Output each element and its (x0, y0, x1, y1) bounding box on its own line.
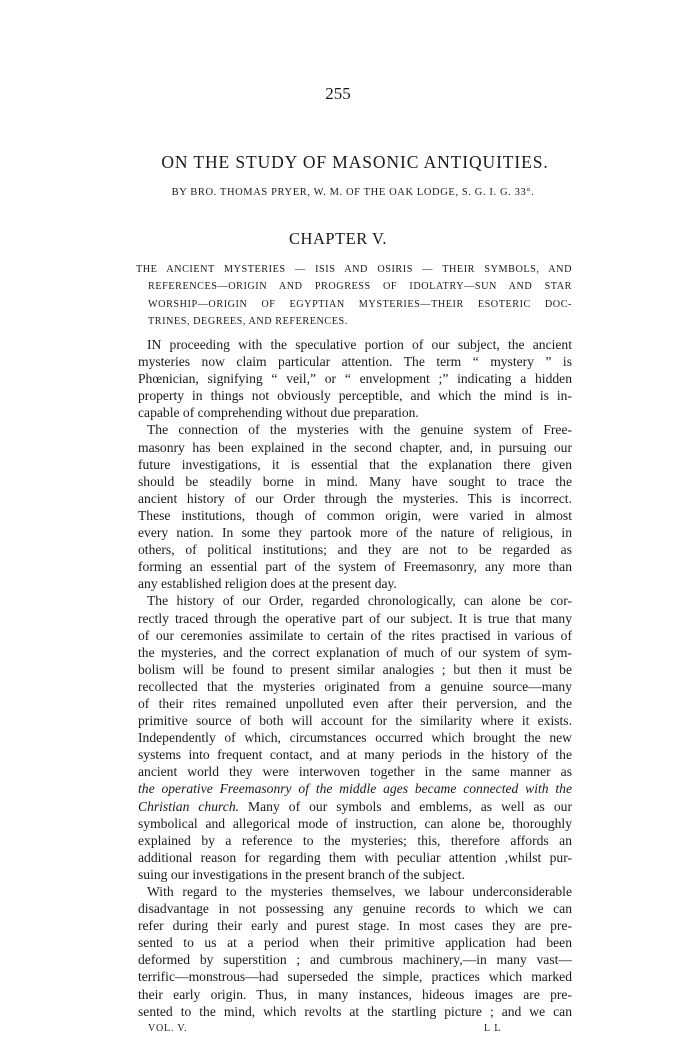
text-line (138, 558, 572, 575)
text-line (138, 951, 572, 968)
line-text: Phœnician, signifying “ veil,” or “ envelopment ;” indicating a hidden (138, 371, 572, 387)
line-text: explained by a reference to the mysteries; this, therefore affords an (138, 832, 572, 848)
text-line (138, 610, 572, 627)
italic-text: the operative Freemasonry of the middle ages became connected with the (138, 781, 572, 797)
line-text: bolism will be found to present similar analogies ; but then it must be (138, 661, 572, 677)
line-text: forming an essential part of the system of Freemasonry, any more than (138, 559, 572, 575)
line-text: IN proceeding with the speculative portion of our subject, the ancient (147, 337, 572, 352)
text-line (138, 575, 572, 592)
body-text (138, 336, 572, 1020)
line-text: the mysteries, and the correct explanation of much of our system of sym- (138, 644, 572, 660)
text-line (138, 627, 572, 644)
chapter-summary (136, 261, 572, 330)
line-text: property in things not obviously perceptible, and which the mind is in- (138, 388, 572, 404)
text-line (138, 815, 572, 832)
text-line (138, 866, 572, 883)
text-line (138, 439, 572, 456)
text-line (138, 883, 572, 900)
text-line (138, 387, 572, 404)
summary-line: WORSHIP—ORIGIN OF EGYPTIAN MYSTERIES—THEIR ESOTERIC DOC- (148, 298, 572, 310)
text-line (138, 798, 572, 815)
text-line (138, 695, 572, 712)
chapter-heading: CHAPTER V. (289, 229, 387, 248)
article-title: ON THE STUDY OF MASONIC ANTIQUITIES. (161, 152, 549, 172)
text-line (138, 507, 572, 524)
text-line (138, 644, 572, 661)
text-line (138, 421, 572, 438)
line-text: capable of comprehending without due preparation. (138, 405, 419, 421)
line-text: symbolical and allegorical mode of instruction, can alone be, thoroughly (138, 815, 572, 831)
line-text: future investigations, it is essential that the explanation there given (138, 456, 572, 472)
line-text: sented to the mind, which revolts at the startling picture ; and we can (138, 1003, 572, 1019)
line-text: These institutions, though of common origin, were varied in almost (138, 507, 572, 523)
line-text: With regard to the mysteries themselves, we labour underconsiderable (147, 884, 572, 899)
line-text: any established religion does at the present day. (138, 576, 397, 592)
line-text: others, of political institutions; and they are not to be regarded as (138, 542, 572, 558)
author-byline: BY BRO. THOMAS PRYER, W. M. OF THE OAK LODGE, S. G. I. G. 33°. (171, 187, 535, 198)
text-line (138, 849, 572, 866)
text-line (138, 712, 572, 729)
footer-volume: VOL. V. (148, 1023, 188, 1034)
line-text: recollected that the mysteries originated from a genuine source—many (138, 678, 572, 694)
text-line (138, 746, 572, 763)
line-text: The connection of the mysteries with the genuine system of Free- (147, 422, 572, 438)
text-line (138, 541, 572, 558)
line-text: sented to us at a period when their primitive application had been (138, 935, 572, 951)
text-line (138, 729, 572, 746)
line-text: disadvantage in not possessing any genuine records to which we can (138, 901, 572, 917)
line-text: should be steadily borne in mind. Many have sought to trace the (138, 473, 572, 489)
text-line (138, 763, 572, 780)
line-text: masonry has been explained in the second chapter, and, in pursuing our (138, 439, 572, 455)
line-text: systems into frequent contact, and at many periods in the history of the (138, 747, 572, 763)
line-text: deformed by superstition ; and cumbrous machinery,—in many vast— (138, 952, 572, 968)
line-text: rectly traced through the operative part of our subject. It is true that many (138, 610, 572, 626)
line-text: of our ceremonies assimilate to certain of the rites practised in various of (138, 627, 572, 643)
text-line (138, 456, 572, 473)
text-line (138, 336, 572, 353)
text-line (138, 678, 572, 695)
summary-line: REFERENCES—ORIGIN AND PROGRESS OF IDOLATRY—SUN AND STAR (148, 281, 572, 293)
line-text: every nation. In some they partook more of the nature of religious, in (138, 525, 572, 541)
text-line (138, 490, 572, 507)
text-line (138, 592, 572, 609)
footer-signature: L L (484, 1023, 502, 1034)
text-line (138, 370, 572, 387)
line-text: Independently of which, circumstances occurred which brought the new (138, 730, 572, 746)
text-line (138, 832, 572, 849)
italic-text: Christian church. (138, 798, 240, 814)
text-line (138, 524, 572, 541)
text-line (138, 780, 572, 797)
line-text: terrific—monstrous—had superseded the simple, practices which marked (138, 969, 572, 985)
text-line (138, 900, 572, 917)
line-text: ancient world they were interwoven together in the same manner as (138, 764, 572, 780)
line-text: refer during their early and purest stage. In most cases they are pre- (138, 918, 572, 934)
line-text: primitive source of both will account for the similarity where it exists. (138, 713, 572, 729)
line-text: additional reason for regarding them with peculiar attention ,whilst pur- (138, 849, 572, 865)
text-line (138, 934, 572, 951)
text-line (138, 353, 572, 370)
text-line (138, 473, 572, 490)
text-line (138, 404, 572, 421)
line-text: mysteries now claim particular attention. The term “ mystery ” is (138, 354, 572, 370)
text-line (138, 661, 572, 678)
line-text: Many of our symbols and emblems, as well as our (239, 798, 572, 814)
page-number: 255 (325, 84, 351, 103)
text-line (138, 1003, 572, 1020)
summary-line: THE ANCIENT MYSTERIES — ISIS AND OSIRIS — THEIR SYMBOLS, AND (136, 264, 572, 275)
line-text: ancient history of our Order through the mysteries. This is incorrect. (138, 490, 572, 506)
line-text: their early origin. Thus, in many instances, hideous images are pre- (138, 986, 572, 1002)
summary-line: TRINES, DEGREES, AND REFERENCES. (148, 315, 348, 327)
line-text: suing our investigations in the present branch of the subject. (138, 866, 465, 882)
text-line (138, 917, 572, 934)
line-text: of their rites remained unpolluted even after their perversion, and the (138, 695, 572, 711)
text-line (138, 968, 572, 985)
text-line (138, 986, 572, 1003)
line-text: The history of our Order, regarded chronologically, can alone be cor- (147, 593, 572, 609)
